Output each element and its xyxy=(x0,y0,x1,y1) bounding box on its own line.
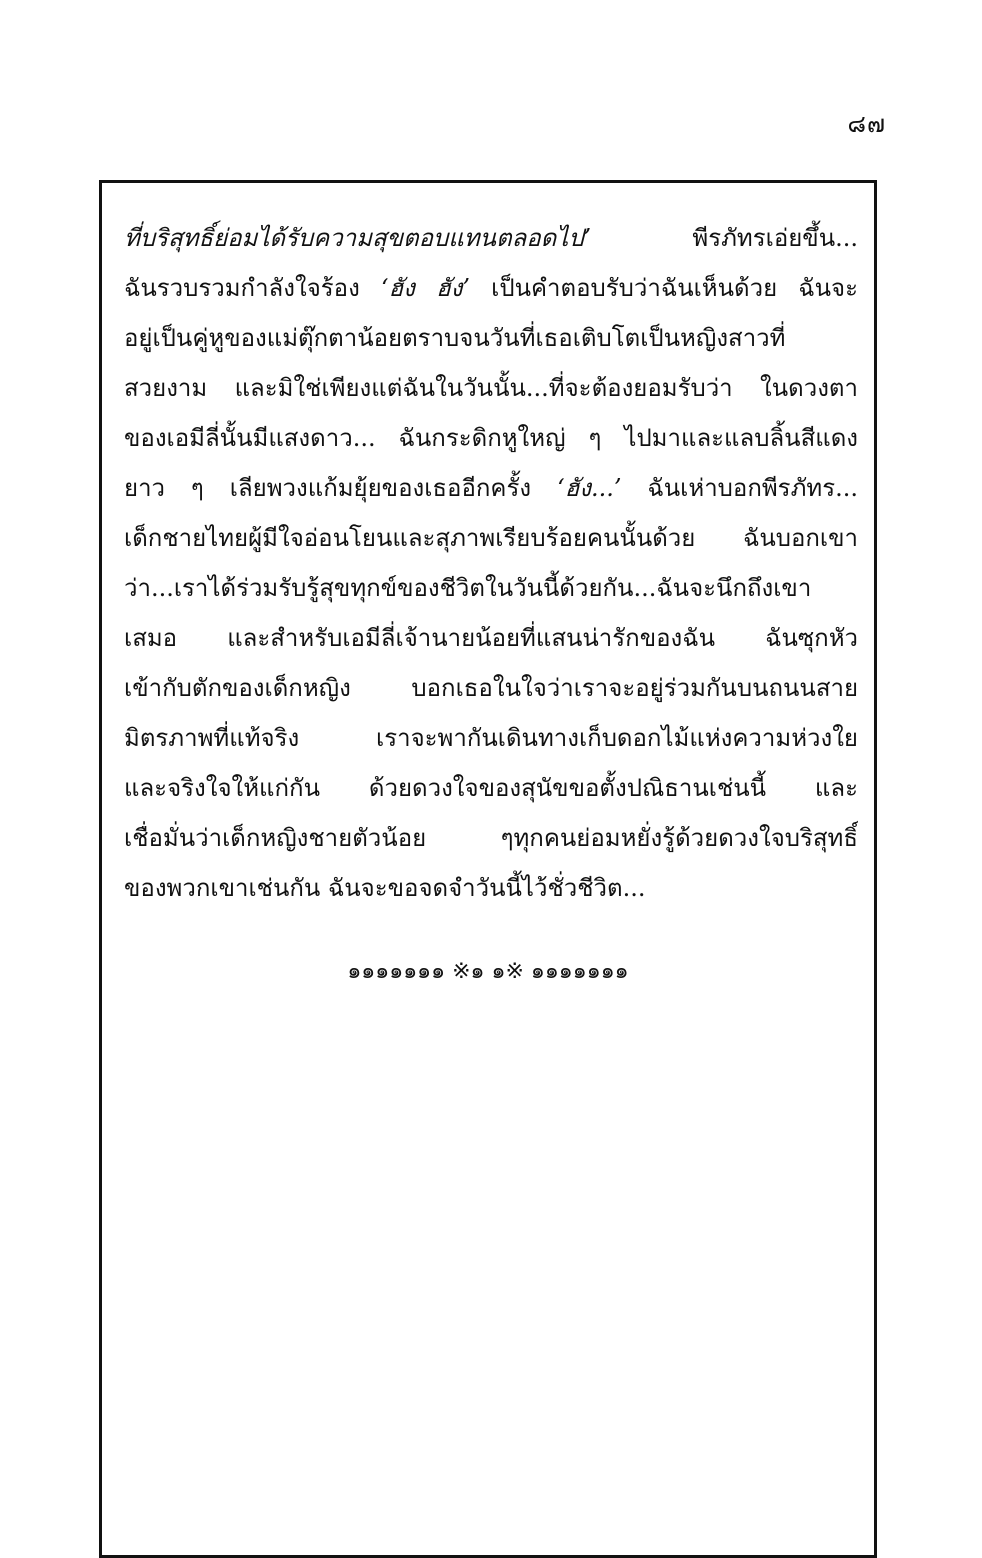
text-line xyxy=(124,263,858,313)
text-line xyxy=(124,513,858,563)
text-run: เข้ากับตักของเด็กหญิง บอกเธอในใจว่าเราจะอยู่ร่วมกันบนถนนสาย xyxy=(124,674,858,702)
text-line xyxy=(124,463,858,513)
text-run: อยู่เป็นคู่หูของแม่ตุ๊กตาน้อยตราบจนวันที่เธอเติบโตเป็นหญิงสาวที่ xyxy=(124,324,786,352)
text-line xyxy=(124,613,858,663)
text-run: เป็นคำตอบรับว่าฉันเห็นด้วย ฉันจะ xyxy=(470,274,858,302)
text-run: พีรภัทรเอ่ยขึ้น... xyxy=(591,224,858,252)
text-run: เสมอ และสำหรับเอมีลี่เจ้านายน้อยที่แสนน่ารักของฉัน ฉันซุกหัว xyxy=(124,624,858,652)
italic-quote: ที่บริสุทธิ์ย่อมได้รับความสุขตอบแทนตลอดไป’ xyxy=(124,224,592,252)
text-line xyxy=(124,863,858,913)
text-run: เด็กชายไทยผู้มีใจอ่อนโยนและสุภาพเรียบร้อยคนนั้นด้วย ฉันบอกเขา xyxy=(124,524,858,552)
text-line xyxy=(124,713,858,763)
text-line xyxy=(124,763,858,813)
text-run: ว่า...เราได้ร่วมรับรู้สุขทุกข์ของชีวิตในวันนี้ด้วยกัน...ฉันจะนึกถึงเขา xyxy=(124,574,812,602)
text-line xyxy=(124,213,858,263)
text-run: มิตรภาพที่แท้จริง เราจะพากันเดินทางเก็บดอกไม้แห่งความห่วงใย xyxy=(124,724,858,752)
text-run: ฉันรวบรวมกำลังใจร้อง xyxy=(124,274,381,302)
text-frame xyxy=(99,180,877,1558)
text-line xyxy=(124,563,858,613)
text-run: สวยงาม และมิใช่เพียงแต่ฉันในวันนั้น...ที่จะต้องยอมรับว่า ในดวงตา xyxy=(124,374,858,402)
text-line xyxy=(124,813,858,863)
italic-quote: ‘ฮัง ฮัง’ xyxy=(380,274,471,302)
text-run: ของพวกเขาเช่นกัน ฉันจะขอจดจำวันนี้ไว้ชั่วชีวิต... xyxy=(124,874,646,902)
text-line xyxy=(124,313,858,363)
italic-quote: ‘ฮัง...’ xyxy=(557,474,622,502)
text-run: เชื่อมั่นว่าเด็กหญิงชายตัวน้อย ๆทุกคนย่อมหยั่งรู้ด้วยดวงใจบริสุทธิ์ xyxy=(124,824,858,852)
text-line xyxy=(124,363,858,413)
text-line xyxy=(124,413,858,463)
text-run: และจริงใจให้แก่กัน ด้วยดวงใจของสุนัขขอตั้งปณิธานเช่นนี้ และ xyxy=(124,774,858,802)
page-number: ๘๗ xyxy=(847,110,886,138)
ornament-divider: ๑๑๑๑๑๑๑ ※๑ ๑※ ๑๑๑๑๑๑๑ xyxy=(347,959,629,984)
text-run: ของเอมีลี่นั้นมีแสงดาว... ฉันกระดิกหูใหญ่ ๆ ไปมาและแลบลิ้นสีแดง xyxy=(124,424,858,452)
text-run: ยาว ๆ เลียพวงแก้มยุ้ยของเธออีกครั้ง xyxy=(124,474,557,502)
text-run: ฉันเห่าบอกพีรภัทร... xyxy=(621,474,858,502)
body-paragraph xyxy=(124,213,858,913)
text-line xyxy=(124,663,858,713)
